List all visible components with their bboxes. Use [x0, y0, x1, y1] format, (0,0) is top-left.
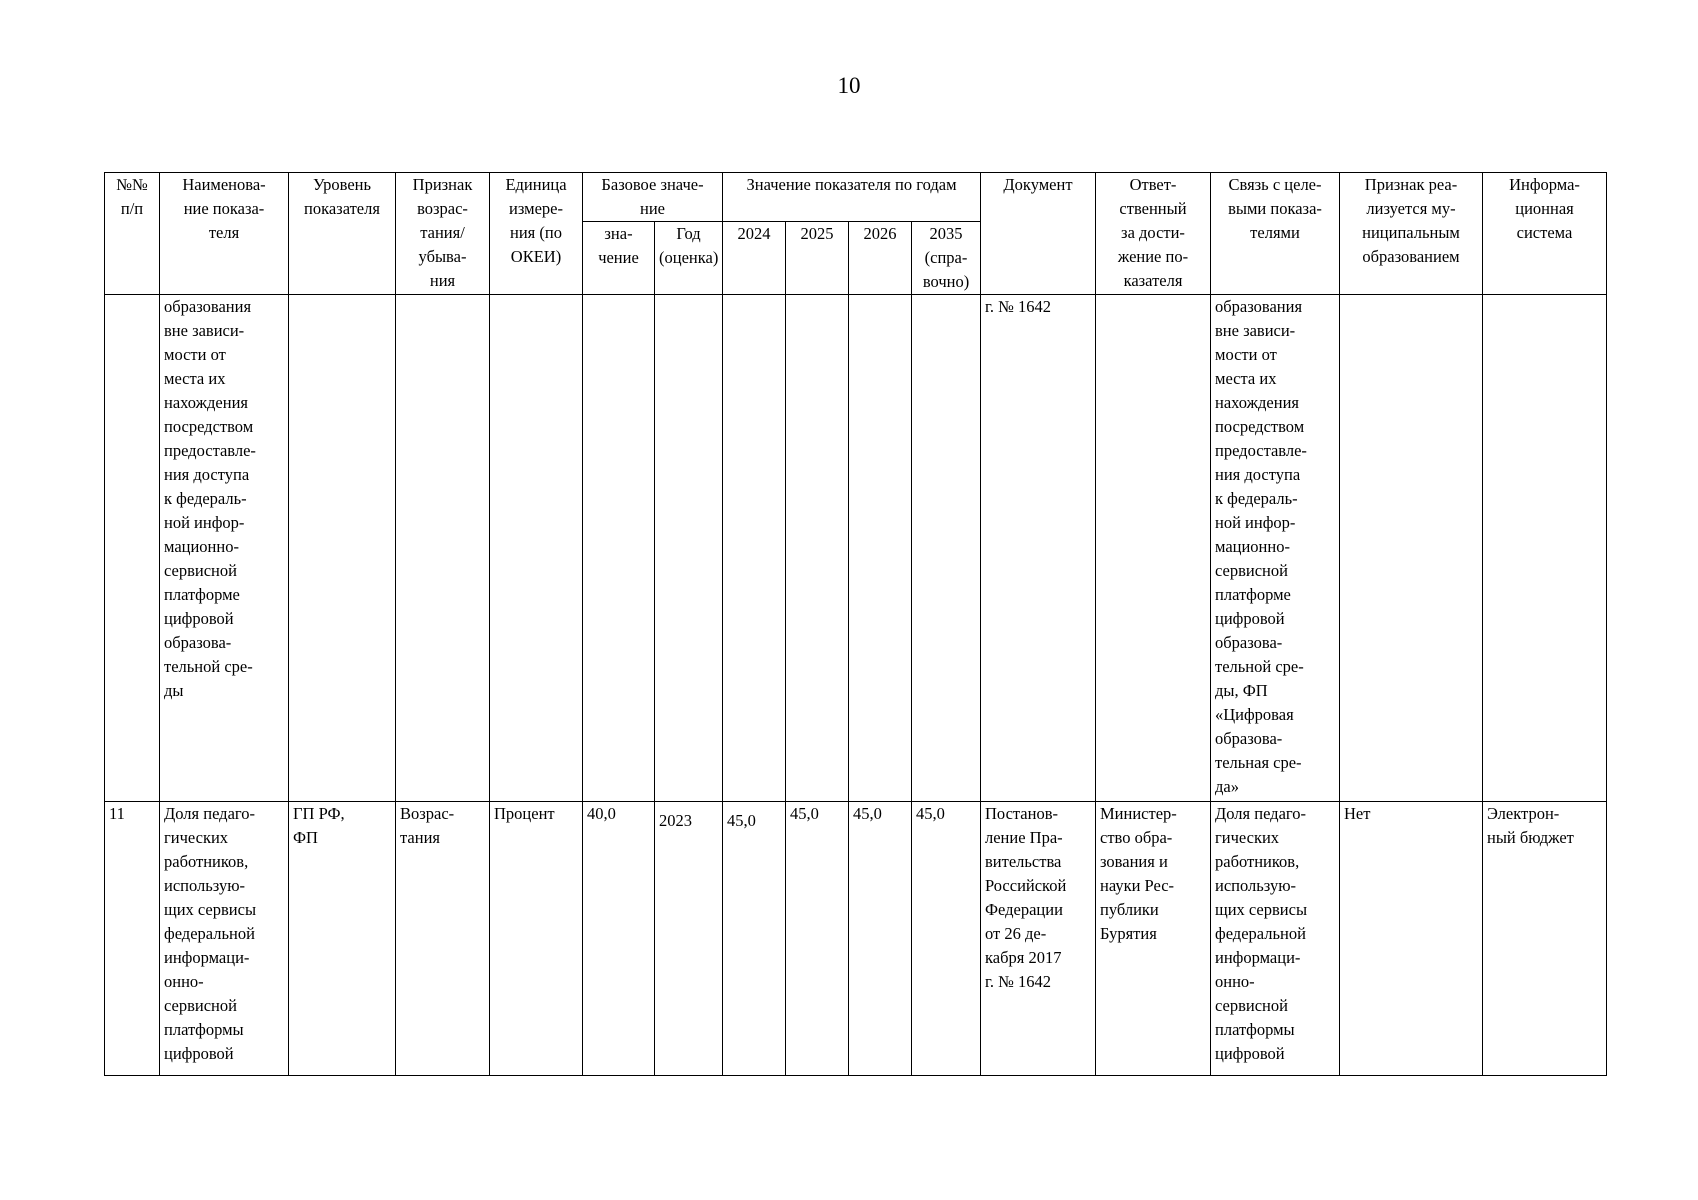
header-unit: Единица измере- ния (по ОКЕИ)	[490, 173, 583, 295]
header-document: Документ	[981, 173, 1096, 295]
header-years-group: Значение показателя по годам	[723, 173, 981, 222]
cell-link: Доля педаго- гических работников, использую- щих сервисы федеральной информаци- онно- сервисной платформы цифровой	[1211, 802, 1340, 1076]
indicators-table	[104, 172, 1607, 1076]
table-body	[105, 295, 1607, 1076]
cell-base-year: 2023	[655, 802, 723, 1076]
cell-document: г. № 1642	[981, 295, 1096, 802]
header-level: Уровень показателя	[289, 173, 396, 295]
cell-responsible	[1096, 295, 1211, 802]
cell-unit	[490, 295, 583, 802]
cell-year-2024	[723, 295, 786, 802]
header-year-2024: 2024	[723, 222, 786, 295]
cell-year-2025: 45,0	[786, 802, 849, 1076]
cell-year-2035: 45,0	[912, 802, 981, 1076]
cell-num: 11	[105, 802, 160, 1076]
cell-year-2026: 45,0	[849, 802, 912, 1076]
cell-document: Постанов- ление Пра- вительства Российской Федерации от 26 де- кабря 2017 г. № 1642	[981, 802, 1096, 1076]
cell-year-2026	[849, 295, 912, 802]
header-base-year: Год (оценка)	[655, 222, 723, 295]
page-number: 10	[837, 73, 861, 98]
cell-name: образования вне зависи- мости от места их нахождения посредством предоставле- ния доступа к федераль- ной инфор- мационно- сервисной платформе цифровой образова- тельной сре- ды	[160, 295, 289, 802]
cell-municipal	[1340, 295, 1483, 802]
table-row	[105, 295, 1607, 802]
header-year-2035: 2035 (спра- вочно)	[912, 222, 981, 295]
header-municipal: Признак реа- лизуется му- ниципальным образованием	[1340, 173, 1483, 295]
cell-responsible: Министер- ство обра- зования и науки Рес- публики Бурятия	[1096, 802, 1211, 1076]
cell-year-2025	[786, 295, 849, 802]
cell-link: образования вне зависи- мости от места их нахождения посредством предоставле- ния доступа к федераль- ной инфор- мационно- сервисной платформе цифровой образова- тельной сре- ды, ФП «Цифровая образова- тельная сре- да»	[1211, 295, 1340, 802]
cell-base-value	[583, 295, 655, 802]
cell-municipal: Нет	[1340, 802, 1483, 1076]
header-year-2025: 2025	[786, 222, 849, 295]
header-row-1	[105, 173, 1607, 222]
cell-num	[105, 295, 160, 802]
header-base-value: зна- чение	[583, 222, 655, 295]
cell-trend: Возрас- тания	[396, 802, 490, 1076]
header-num: №№ п/п	[105, 173, 160, 295]
header-year-2026: 2026	[849, 222, 912, 295]
header-trend: Признак возрас- тания/ убыва- ния	[396, 173, 490, 295]
header-name: Наименова- ние показа- теля	[160, 173, 289, 295]
cell-level	[289, 295, 396, 802]
header-link: Связь с целе- выми показа- телями	[1211, 173, 1340, 295]
cell-unit: Процент	[490, 802, 583, 1076]
cell-level: ГП РФ, ФП	[289, 802, 396, 1076]
cell-base-year	[655, 295, 723, 802]
cell-info-system: Электрон- ный бюджет	[1483, 802, 1607, 1076]
header-info-system: Информа- ционная система	[1483, 173, 1607, 295]
cell-year-2024: 45,0	[723, 802, 786, 1076]
header-responsible: Ответ- ственный за дости- жение по- казателя	[1096, 173, 1211, 295]
cell-name: Доля педаго- гических работников, использую- щих сервисы федеральной информаци- онно- сервисной платформы цифровой	[160, 802, 289, 1076]
cell-info-system	[1483, 295, 1607, 802]
header-base-group: Базовое значе- ние	[583, 173, 723, 222]
table-header	[105, 173, 1607, 295]
cell-base-value: 40,0	[583, 802, 655, 1076]
table-row	[105, 802, 1607, 1076]
cell-trend	[396, 295, 490, 802]
cell-year-2035	[912, 295, 981, 802]
